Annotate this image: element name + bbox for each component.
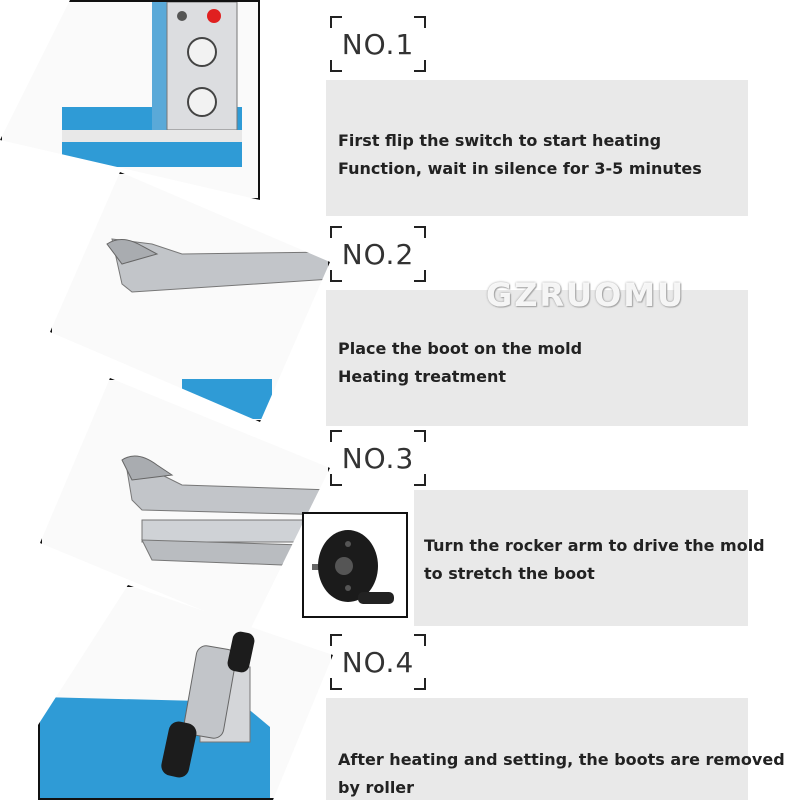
step-1-label: [330, 16, 426, 72]
step-3-line-2: to stretch the boot: [424, 564, 595, 583]
step-4-photo: [38, 585, 333, 800]
step-3-line-1: Turn the rocker arm to drive the mold: [424, 536, 765, 555]
step-4-label: [330, 634, 426, 690]
handwheel-icon: [304, 514, 406, 616]
step-4-line-2: by roller: [338, 778, 415, 797]
step-4-line-1: After heating and setting, the boots are removed: [338, 750, 785, 769]
step-2-line-1: Place the boot on the mold: [338, 339, 583, 358]
step-3-photo: [40, 378, 330, 630]
step-1-label-text: NO.1: [341, 28, 415, 61]
rocker-arm-photo: [302, 512, 408, 618]
step-2-line-2: Heating treatment: [338, 367, 506, 386]
boot-mold-illustration: [52, 174, 330, 422]
step-3-label: [330, 430, 426, 486]
control-box-illustration: [2, 2, 260, 200]
step-3-label-text: NO.3: [341, 442, 415, 475]
step-3-description: [414, 490, 765, 626]
roller-illustration: [40, 587, 333, 800]
stretch-mechanism-illustration: [42, 380, 330, 630]
step-1-description: [326, 80, 748, 216]
step-2-photo: [50, 172, 330, 422]
step-2-label: [330, 226, 426, 282]
step-4-description: [326, 698, 785, 800]
step-4-label-text: NO.4: [341, 646, 415, 679]
brand-watermark: GZRUOMU: [486, 276, 686, 314]
step-1-line-2: Function, wait in silence for 3-5 minutes: [338, 159, 702, 178]
step-2-label-text: NO.2: [341, 238, 415, 271]
step-1-photo: [0, 0, 260, 200]
step-1-line-1: First flip the switch to start heating: [338, 131, 662, 150]
